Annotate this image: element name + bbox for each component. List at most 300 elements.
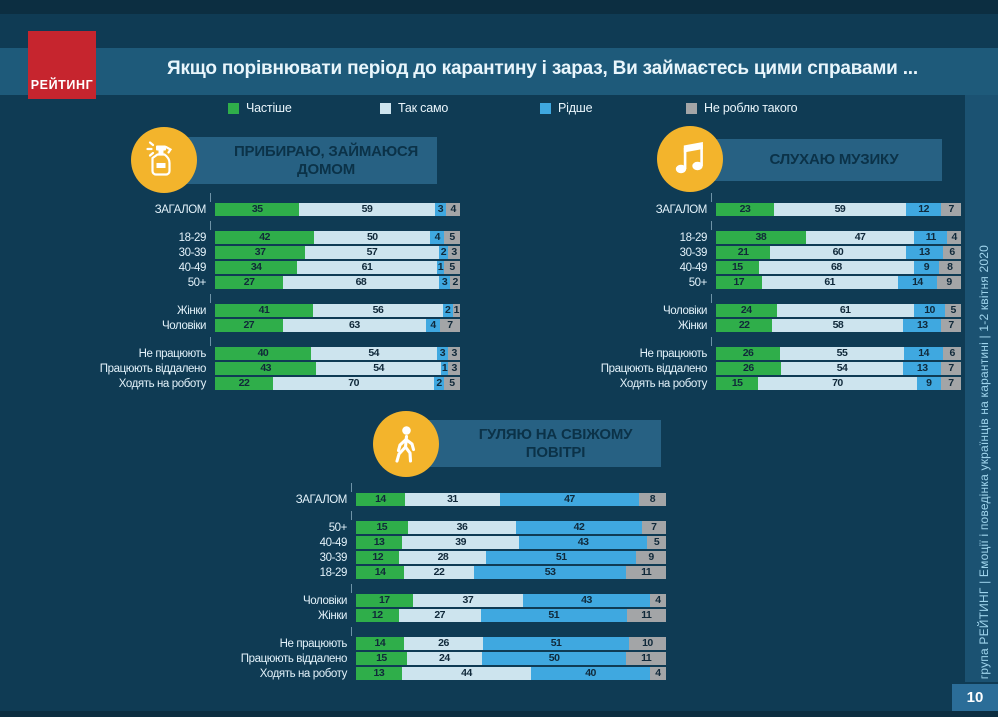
bar-value: 60 (832, 246, 844, 258)
bar-value: 12 (371, 609, 383, 621)
chart-cleaning-home (70, 203, 460, 390)
bar-segment (627, 609, 666, 622)
legend-item-tak-samo (380, 101, 448, 115)
chart-title-badge-cleaning: ПРИБИРАЮ, ЗАЙМАЮСЯ ДОМОМ (175, 137, 437, 184)
bar-segment (716, 319, 772, 332)
bar-segment (947, 231, 961, 244)
bar-segment (356, 551, 399, 564)
bar-segment (408, 521, 517, 534)
bar-segment (215, 231, 314, 244)
chart-row (70, 261, 460, 274)
bar-value: 54 (373, 362, 384, 374)
bar-value: 15 (731, 261, 743, 273)
stacked-bar (215, 347, 460, 360)
row-label: Працюють віддалено (240, 652, 347, 665)
chart-row (70, 246, 460, 259)
bar-value: 56 (372, 304, 384, 316)
bar-value: 51 (550, 637, 562, 649)
bar-value: 5 (449, 261, 455, 273)
bar-value: 21 (737, 246, 749, 258)
page-number-value: 10 (966, 689, 984, 706)
chart-listening-music (570, 203, 961, 390)
bar-segment (474, 566, 627, 579)
row-label: Чоловіки (663, 304, 707, 317)
row-label: Жінки (678, 319, 707, 332)
row-label: 18-29 (319, 566, 347, 579)
bar-segment (716, 246, 770, 259)
row-label: Ходять на роботу (118, 377, 206, 390)
stacked-bar (215, 377, 460, 390)
bar-value: 7 (447, 319, 453, 331)
row-label: 40-49 (679, 261, 707, 274)
stacked-bar (716, 377, 961, 390)
row-label: 30-39 (319, 551, 347, 564)
bar-value: 54 (836, 362, 848, 374)
page-title: Якщо порівнювати період до карантину і зараз, Ви займаєтесь цими справами ... (167, 58, 918, 79)
bar-value: 35 (251, 203, 263, 215)
bar-value: 41 (258, 304, 270, 316)
stacked-bar (716, 203, 961, 216)
bar-segment (356, 493, 405, 506)
stacked-bar (215, 304, 460, 317)
spray-bottle-icon (144, 140, 184, 180)
bar-segment (311, 347, 437, 360)
bar-value: 27 (434, 609, 445, 621)
bar-segment (716, 231, 806, 244)
bar-value: 26 (742, 347, 754, 359)
bar-segment (434, 377, 444, 390)
row-label: Не працюють (639, 347, 707, 360)
bar-value: 13 (373, 667, 385, 679)
legend-swatch-blue (540, 103, 551, 114)
bar-segment (939, 261, 961, 274)
bar-segment (356, 594, 413, 607)
stacked-bar (716, 347, 961, 360)
bar-segment (639, 493, 666, 506)
bar-value: 26 (742, 362, 754, 374)
bar-segment (716, 362, 781, 375)
stacked-bar (356, 637, 666, 650)
legend-item-ridshe (540, 101, 592, 115)
stacked-bar (356, 521, 666, 534)
stacked-bar (716, 304, 961, 317)
row-label: 50+ (328, 521, 347, 534)
bar-segment (299, 203, 434, 216)
bar-value: 7 (651, 521, 657, 533)
bar-value: 54 (368, 347, 380, 359)
chart-icon-circle (131, 127, 197, 193)
bar-segment (215, 203, 299, 216)
bar-segment (943, 347, 961, 360)
stacked-bar (215, 362, 460, 375)
bar-segment (716, 347, 780, 360)
walking-person-icon (386, 424, 426, 464)
bar-value: 51 (555, 551, 567, 563)
bar-segment (313, 304, 443, 317)
bar-value: 11 (641, 609, 652, 621)
bar-value: 22 (433, 566, 445, 578)
chart-row (215, 551, 666, 564)
chart-row (70, 203, 460, 216)
chart-rows (70, 203, 460, 390)
bar-value: 53 (544, 566, 556, 578)
bar-segment (906, 203, 941, 216)
bar-segment (945, 304, 961, 317)
bar-segment (759, 261, 914, 274)
bar-segment (402, 536, 519, 549)
bar-segment (906, 246, 944, 259)
chart-row (70, 377, 460, 390)
bar-value: 28 (437, 551, 449, 563)
bar-value: 37 (462, 594, 474, 606)
bar-value: 5 (449, 377, 455, 389)
bar-segment (772, 319, 903, 332)
bar-value: 26 (438, 637, 449, 649)
bar-segment (356, 536, 402, 549)
chart-row (570, 319, 961, 332)
row-label: ЗАГАЛОМ (154, 203, 206, 216)
bar-value: 14 (375, 493, 386, 505)
bar-segment (453, 304, 460, 317)
rating-group-logo (28, 31, 96, 99)
bar-segment (903, 362, 941, 375)
bar-segment (440, 319, 460, 332)
bar-segment (356, 652, 407, 665)
bar-segment (762, 276, 898, 289)
bar-value: 3 (439, 347, 446, 359)
bar-segment (441, 362, 448, 375)
bar-segment (941, 203, 961, 216)
bar-value: 55 (836, 347, 848, 359)
bar-segment (914, 304, 945, 317)
bar-segment (448, 362, 460, 375)
bar-value: 6 (949, 246, 955, 258)
bar-segment (481, 609, 627, 622)
stacked-bar (716, 319, 961, 332)
bar-value: 31 (447, 493, 458, 505)
chart-row (215, 566, 666, 579)
bar-value: 3 (451, 347, 457, 359)
bar-segment (716, 276, 762, 289)
bar-value: 1 (441, 362, 448, 374)
bar-segment (405, 493, 500, 506)
legend-item-chastishe (228, 101, 292, 115)
chart-row (70, 304, 460, 317)
stacked-bar (356, 667, 666, 680)
bar-value: 22 (238, 377, 250, 389)
bar-segment (404, 637, 483, 650)
bar-value: 13 (916, 319, 928, 331)
stacked-bar (215, 319, 460, 332)
bar-segment (444, 231, 460, 244)
bar-value: 36 (456, 521, 468, 533)
bar-segment (500, 493, 639, 506)
bar-segment (435, 203, 447, 216)
bar-value: 37 (254, 246, 266, 258)
bar-value: 68 (831, 261, 842, 273)
bar-segment (780, 347, 904, 360)
bar-segment (215, 276, 283, 289)
chart-row (215, 536, 666, 549)
bar-value: 4 (655, 667, 661, 679)
row-label: 50+ (688, 276, 707, 289)
bar-value: 70 (832, 377, 843, 389)
chart-row (570, 231, 961, 244)
bar-value: 4 (951, 231, 957, 243)
bar-segment (316, 362, 441, 375)
chart-row (570, 377, 961, 390)
row-label: 18-29 (679, 231, 707, 244)
bar-value: 11 (641, 566, 652, 578)
bar-value: 15 (376, 521, 388, 533)
chart-row (215, 652, 666, 665)
bar-value: 24 (439, 652, 450, 664)
stacked-bar (215, 203, 460, 216)
chart-row (570, 261, 961, 274)
chart-title-badge-walking: ГУЛЯЮ НА СВІЖОМУ ПОВІТРІ (420, 420, 661, 467)
row-label: Чоловіки (162, 319, 206, 332)
bar-segment (806, 231, 915, 244)
chart-row (570, 246, 961, 259)
bar-value: 40 (257, 347, 269, 359)
chart-rows (570, 203, 961, 390)
bar-segment (446, 203, 460, 216)
bar-segment (941, 377, 961, 390)
bar-segment (519, 536, 647, 549)
bar-segment (523, 594, 650, 607)
bar-segment (903, 319, 941, 332)
bar-value: 2 (436, 377, 442, 389)
bar-segment (215, 319, 283, 332)
bar-segment (215, 362, 316, 375)
row-label: ЗАГАЛОМ (295, 493, 347, 506)
chart-title-badge-music: СЛУХАЮ МУЗИКУ (700, 139, 942, 181)
bar-value: 14 (374, 566, 386, 578)
music-note-icon (670, 139, 710, 179)
chart-row (215, 493, 666, 506)
row-label: Працюють віддалено (600, 362, 707, 375)
bar-value: 39 (455, 536, 466, 548)
bar-value: 10 (924, 304, 935, 316)
bar-segment (413, 594, 524, 607)
bar-segment (650, 594, 666, 607)
legend-label: Рідше (558, 101, 593, 115)
bar-value: 8 (947, 261, 953, 273)
stacked-bar (356, 536, 666, 549)
bar-value: 4 (655, 594, 661, 606)
bar-segment (716, 304, 777, 317)
bar-segment (283, 276, 438, 289)
chart-row (570, 203, 961, 216)
bar-value: 13 (919, 246, 930, 258)
bar-value: 5 (950, 304, 956, 316)
bar-value: 5 (653, 536, 660, 548)
bar-segment (305, 246, 438, 259)
bar-segment (898, 276, 937, 289)
bar-value: 50 (548, 652, 560, 664)
bar-value: 13 (916, 362, 928, 374)
chart-row (570, 276, 961, 289)
bar-segment (215, 261, 297, 274)
legend-label: Не роблю такого (704, 101, 798, 115)
bar-value: 59 (361, 203, 373, 215)
bar-value: 3 (437, 203, 444, 215)
bar-segment (437, 347, 449, 360)
bar-value: 61 (824, 276, 835, 288)
bar-segment (450, 276, 460, 289)
bar-segment (516, 521, 641, 534)
bar-segment (531, 667, 650, 680)
bar-value: 38 (755, 231, 767, 243)
bar-segment (399, 551, 486, 564)
bar-value: 58 (832, 319, 844, 331)
stacked-bar (356, 652, 666, 665)
bar-value: 34 (250, 261, 262, 273)
bar-value: 43 (260, 362, 272, 374)
bar-segment (215, 377, 273, 390)
row-label: 40-49 (178, 261, 206, 274)
bar-value: 14 (918, 347, 929, 359)
bar-segment (443, 304, 453, 317)
bar-segment (629, 637, 666, 650)
bar-value: 7 (948, 377, 954, 389)
sidebar-caption: група РЕЙТИНГ | Емоції і поведінка українців на карантині | 1-2 квітня 2020 (977, 244, 991, 679)
bar-segment (777, 304, 914, 317)
bar-value: 3 (451, 246, 457, 258)
row-label: Не працюють (138, 347, 206, 360)
bar-value: 70 (348, 377, 359, 389)
bar-segment (426, 319, 440, 332)
stacked-bar (215, 261, 460, 274)
stacked-bar (716, 362, 961, 375)
stacked-bar (356, 551, 666, 564)
bar-segment (941, 319, 961, 332)
stacked-bar (356, 594, 666, 607)
stacked-bar (215, 231, 460, 244)
bar-value: 4 (430, 319, 436, 331)
bar-value: 17 (378, 594, 390, 606)
chart-row (215, 637, 666, 650)
bar-value: 9 (946, 276, 952, 288)
bar-value: 50 (366, 231, 378, 243)
page-number (952, 684, 998, 711)
bar-value: 13 (373, 536, 385, 548)
bar-segment (356, 566, 404, 579)
bar-value: 47 (564, 493, 575, 505)
bar-value: 11 (641, 652, 652, 664)
bar-value: 57 (366, 246, 378, 258)
bar-value: 12 (372, 551, 384, 563)
bar-segment (314, 231, 430, 244)
bar-segment (770, 246, 905, 259)
bar-value: 5 (449, 231, 455, 243)
chart-walking-outside (215, 493, 666, 680)
bar-segment (215, 246, 305, 259)
bar-value: 15 (731, 377, 743, 389)
bar-segment (448, 246, 460, 259)
row-label: Працюють віддалено (99, 362, 206, 375)
stacked-bar (215, 276, 460, 289)
legend-label: Частіше (246, 101, 292, 115)
bar-segment (716, 377, 758, 390)
chart-icon-circle (657, 126, 723, 192)
bar-segment (439, 246, 449, 259)
bar-segment (647, 536, 666, 549)
chart-row (570, 362, 961, 375)
bar-segment (636, 551, 666, 564)
bar-value: 1 (437, 261, 444, 273)
bar-value: 7 (948, 362, 954, 374)
bar-segment (482, 652, 627, 665)
stacked-bar (716, 276, 961, 289)
chart-row (215, 521, 666, 534)
chart-row (570, 304, 961, 317)
chart-row (570, 347, 961, 360)
bar-value: 27 (243, 276, 255, 288)
bar-value: 9 (926, 377, 932, 389)
bar-value: 40 (585, 667, 596, 679)
bar-value: 14 (912, 276, 923, 288)
legend-swatch-gray (686, 103, 697, 114)
bar-value: 8 (649, 493, 656, 505)
bar-segment (943, 246, 961, 259)
chart-icon-circle (373, 411, 439, 477)
bar-segment (356, 521, 408, 534)
bar-value: 61 (839, 304, 851, 316)
bar-segment (716, 203, 774, 216)
stacked-bar (716, 246, 961, 259)
row-label: Не працюють (279, 637, 347, 650)
legend-swatch-lightblue (380, 103, 391, 114)
bar-value: 2 (440, 246, 447, 258)
row-label: 30-39 (679, 246, 707, 259)
bar-value: 23 (739, 203, 751, 215)
bar-value: 61 (361, 261, 373, 273)
bar-value: 24 (740, 304, 752, 316)
row-label: Жінки (318, 609, 347, 622)
bar-value: 3 (441, 276, 448, 288)
top-strip (0, 0, 998, 14)
bar-value: 3 (451, 362, 457, 374)
bar-segment (448, 347, 460, 360)
bar-value: 11 (925, 231, 936, 243)
chart-row (70, 319, 460, 332)
bar-value: 68 (355, 276, 367, 288)
bar-value: 15 (376, 652, 387, 664)
bar-value: 63 (349, 319, 360, 331)
bar-segment (444, 377, 460, 390)
bar-segment (904, 347, 943, 360)
stacked-bar (356, 493, 666, 506)
chart-row (215, 609, 666, 622)
bar-value: 44 (461, 667, 472, 679)
bar-segment (273, 377, 434, 390)
legend-item-ne-roblyu (686, 101, 797, 115)
bar-segment (626, 566, 666, 579)
row-label: 30-39 (178, 246, 206, 259)
bar-segment (642, 521, 666, 534)
bar-value: 9 (648, 551, 654, 563)
row-label: Ходять на роботу (619, 377, 707, 390)
bar-value: 10 (642, 637, 653, 649)
row-label: 18-29 (178, 231, 206, 244)
bar-value: 22 (738, 319, 750, 331)
bar-value: 42 (573, 521, 585, 533)
bar-segment (650, 667, 666, 680)
bar-value: 51 (548, 609, 560, 621)
stacked-bar (215, 246, 460, 259)
bar-segment (430, 231, 444, 244)
